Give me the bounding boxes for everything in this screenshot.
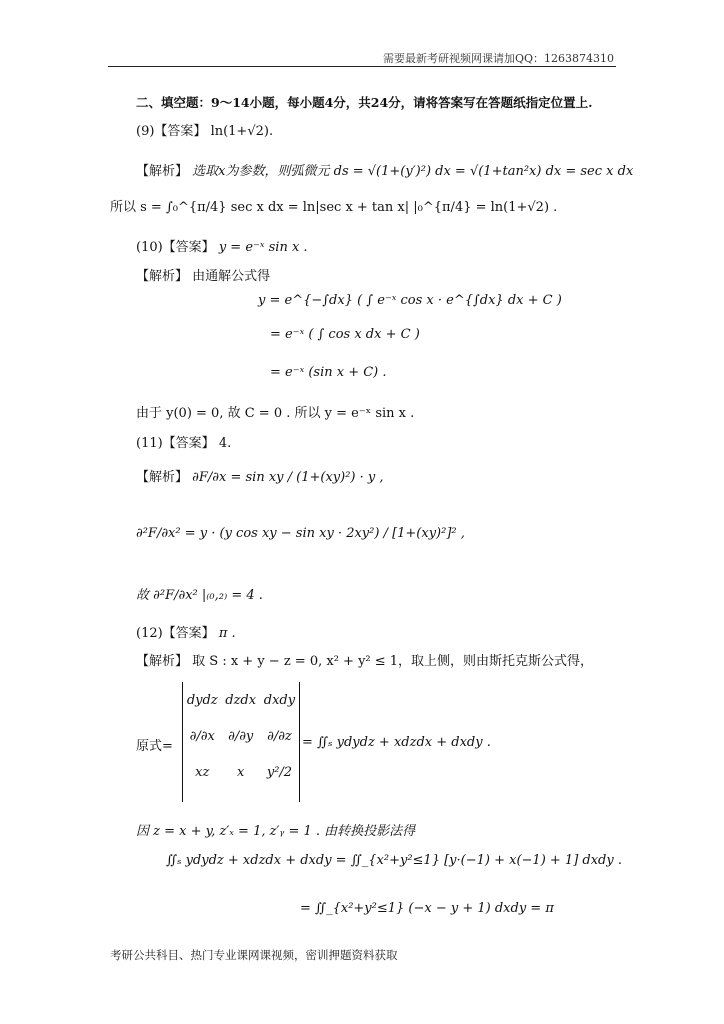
q11-answer-label: (11)【答案】	[136, 436, 215, 451]
det-cell: ∂/∂x	[189, 728, 215, 744]
det-cell: ∂/∂z	[267, 728, 292, 744]
q9-analysis-line	[136, 160, 633, 179]
header-rule	[108, 66, 616, 67]
q9-answer: ln(1+√2).	[210, 124, 274, 139]
det-cell: dzdx	[225, 692, 257, 708]
page-header-note: 需要最新考研视频网课请加QQ：1263874310	[382, 52, 614, 65]
q9-analysis-label: 【解析】	[136, 164, 189, 179]
q10-answer: y = e⁻ˣ sin x .	[218, 240, 308, 255]
q11-d2: ∂²F/∂x² = y · (y cos xy − sin xy · 2xy²) / [1+(xy)²]² ,	[136, 526, 465, 541]
det-cell: xz	[195, 764, 210, 780]
q9-answer-line	[136, 120, 273, 139]
q9-so-line: 所以 s = ∫₀^{π/4} sec x dx = ln|sec x + tan x| |₀^{π/4} = ln(1+√2) .	[110, 200, 558, 215]
q12-orig-rhs: = ∬ₛ ydydz + xdzdx + dxdy .	[302, 735, 491, 750]
q11-d1-rhs: = sin xy / (1+(xy)²) · y ,	[230, 470, 384, 485]
det-cell: dxdy	[263, 692, 296, 708]
q10-answer-line	[136, 236, 308, 255]
q10-eq1: y = e^{−∫dx} ( ∫ e⁻ˣ cos x · e^{∫dx} dx + C )	[258, 293, 562, 308]
q10-analysis-text: 由通解公式得	[192, 269, 271, 284]
q12-eq1: ∬ₛ ydydz + xdzdx + dxdy = ∬_{x²+y²≤1} [y·(−1) + x(−1) + 1] dxdy .	[166, 853, 622, 868]
q10-conclusion: 由于 y(0) = 0, 故 C = 0 . 所以 y = e⁻ˣ sin x .	[136, 406, 415, 421]
q11-analysis-label: 【解析】	[136, 470, 189, 485]
q12-because: 因 z = x + y, z′ₓ = 1, z′ᵧ = 1 . 由转换投影法得	[136, 824, 416, 839]
q9-answer-label: (9)【答案】	[136, 124, 207, 139]
page-footer-note: 考研公共科目、热门专业课网课视频，密训押题资料获取	[110, 948, 398, 962]
q12-curl-determinant	[182, 682, 300, 802]
q10-analysis-line	[136, 265, 270, 284]
q11-d1-lhs: ∂F/∂x	[192, 470, 227, 485]
det-cell: ∂/∂y	[228, 728, 254, 744]
q12-answer-line	[136, 622, 236, 641]
det-cell: dydz	[186, 692, 218, 708]
q11-d1-line	[136, 466, 384, 485]
section-title: 二、填空题：9～14小题，每小题4分，共24分，请将答案写在答题纸指定位置上.	[136, 95, 593, 110]
q9-analysis-text: 选取x为参数，则弧微元 ds = √(1+(y′)²) dx = √(1+tan²x) dx = sec x dx	[192, 164, 634, 179]
q10-answer-label: (10)【答案】	[136, 240, 215, 255]
det-cell: y²/2	[266, 764, 293, 780]
q10-eq2: = e⁻ˣ ( ∫ cos x dx + C )	[270, 327, 420, 342]
q12-analysis-text: 取 S : x + y − z = 0, x² + y² ≤ 1，取上侧，则由斯托克斯公式得，	[192, 654, 594, 669]
q12-answer: π .	[218, 626, 236, 641]
q11-conclusion: 故 ∂²F/∂x² |₍₀,₂₎ = 4 .	[136, 588, 263, 603]
q12-eq2: = ∬_{x²+y²≤1} (−x − y + 1) dxdy = π	[300, 901, 554, 916]
q12-orig-label: 原式=	[136, 739, 173, 754]
q10-eq3: = e⁻ˣ (sin x + C) .	[270, 365, 387, 380]
q12-answer-label: (12)【答案】	[136, 626, 215, 641]
q10-analysis-label: 【解析】	[136, 269, 189, 284]
q12-analysis-line	[136, 650, 593, 669]
q12-analysis-label: 【解析】	[136, 654, 189, 669]
q11-answer-line	[136, 432, 231, 451]
det-cell: x	[237, 764, 245, 780]
q11-answer: 4.	[218, 436, 232, 451]
